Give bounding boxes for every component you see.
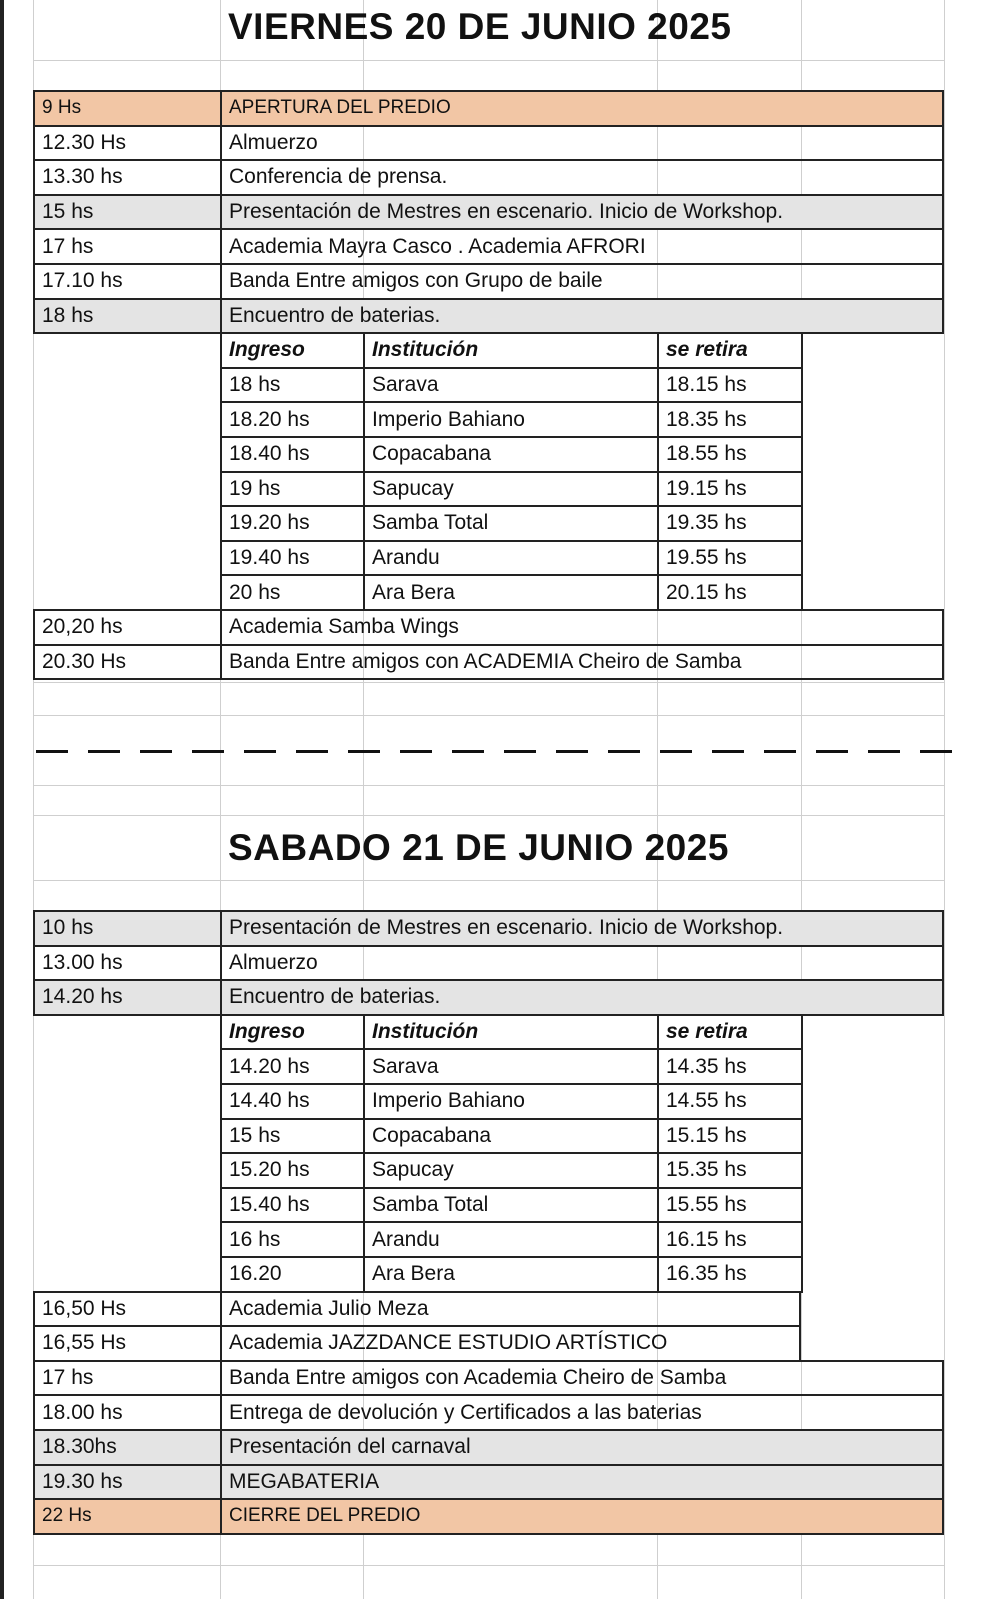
time-cell: 18 hs [33,298,222,335]
ingreso-cell: 18.40 hs [220,436,365,473]
time-cell: 18.30hs [33,1429,222,1466]
institucion-cell: Arandu [363,1221,659,1258]
retira-cell: 18.15 hs [657,367,803,404]
time-cell: 19.30 hs [33,1464,222,1501]
time-cell: 17 hs [33,228,222,265]
event-cell: CIERRE DEL PREDIO [220,1498,944,1535]
institucion-cell: Sarava [363,1048,659,1085]
institucion-cell: Sapucay [363,471,659,508]
retira-cell: 15.15 hs [657,1118,803,1155]
time-cell: 22 Hs [33,1498,222,1535]
retira-header: se retira [657,332,803,369]
separator-dash [192,750,224,753]
separator-dash [452,750,484,753]
ingreso-cell: 20 hs [220,574,365,611]
event-cell: Academia Julio Meza [220,1291,801,1328]
retira-cell: 15.55 hs [657,1187,803,1224]
separator-dash [556,750,588,753]
separator-dash [660,750,692,753]
separator-dash [348,750,380,753]
separator-dash [244,750,276,753]
time-cell: 14.20 hs [33,979,222,1016]
institucion-header: Institución [363,332,659,369]
separator-dash [400,750,432,753]
grid-row-line [33,682,944,683]
grid-row-line [33,880,944,881]
separator-dash [868,750,900,753]
institucion-cell: Samba Total [363,1187,659,1224]
retira-cell: 15.35 hs [657,1152,803,1189]
retira-cell: 18.35 hs [657,401,803,438]
separator-dash [88,750,120,753]
ingreso-cell: 16 hs [220,1221,365,1258]
time-cell: 9 Hs [33,90,222,127]
retira-cell: 16.15 hs [657,1221,803,1258]
retira-cell: 20.15 hs [657,574,803,611]
retira-cell: 14.35 hs [657,1048,803,1085]
grid-row-line [33,1565,944,1566]
institucion-cell: Imperio Bahiano [363,1083,659,1120]
ingreso-cell: 16.20 [220,1256,365,1293]
retira-cell: 19.35 hs [657,505,803,542]
event-cell: Encuentro de baterias. [220,979,944,1016]
ingreso-header: Ingreso [220,1014,365,1051]
grid-row-line [33,715,944,716]
time-cell: 20.30 Hs [33,644,222,681]
institucion-cell: Copacabana [363,1118,659,1155]
institucion-cell: Samba Total [363,505,659,542]
separator-dash [504,750,536,753]
event-cell: Presentación de Mestres en escenario. Inicio de Workshop. [220,910,944,947]
retira-cell: 19.15 hs [657,471,803,508]
retira-cell: 18.55 hs [657,436,803,473]
retira-cell: 19.55 hs [657,540,803,577]
institucion-cell: Sapucay [363,1152,659,1189]
ingreso-cell: 18.20 hs [220,401,365,438]
event-cell: Academia JAZZDANCE ESTUDIO ARTÍSTICO [220,1325,801,1362]
ingreso-cell: 18 hs [220,367,365,404]
ingreso-cell: 14.40 hs [220,1083,365,1120]
retira-cell: 16.35 hs [657,1256,803,1293]
separator-dash [296,750,328,753]
grid-row-line [33,60,944,61]
separator-dash [816,750,848,753]
time-cell: 17.10 hs [33,263,222,300]
saturday-title: SABADO 21 DE JUNIO 2025 [228,827,729,868]
time-cell: 13.00 hs [33,945,222,982]
event-cell: Presentación del carnaval [220,1429,944,1466]
left-edge-border [0,0,4,1599]
ingreso-cell: 19 hs [220,471,365,508]
institucion-cell: Arandu [363,540,659,577]
institucion-cell: Ara Bera [363,574,659,611]
event-cell: Entrega de devolución y Certificados a las baterias [220,1394,944,1431]
institucion-cell: Copacabana [363,436,659,473]
grid-column-line [944,0,945,1599]
grid-row-line [33,815,944,816]
ingreso-cell: 14.20 hs [220,1048,365,1085]
separator-dash [140,750,172,753]
time-cell: 12.30 Hs [33,125,222,162]
ingreso-cell: 15.40 hs [220,1187,365,1224]
time-cell: 13.30 hs [33,159,222,196]
event-cell: Banda Entre amigos con ACADEMIA Cheiro de Samba [220,644,944,681]
ingreso-header: Ingreso [220,332,365,369]
separator-dash [764,750,796,753]
time-cell: 15 hs [33,194,222,231]
time-cell: 10 hs [33,910,222,947]
retira-header: se retira [657,1014,803,1051]
ingreso-cell: 19.40 hs [220,540,365,577]
time-cell: 16,50 Hs [33,1291,222,1328]
event-cell: Conferencia de prensa. [220,159,944,196]
event-cell: Academia Samba Wings [220,609,944,646]
event-cell: Almuerzo [220,125,944,162]
separator-dash [36,750,68,753]
institucion-cell: Imperio Bahiano [363,401,659,438]
institucion-cell: Ara Bera [363,1256,659,1293]
separator-dash [608,750,640,753]
separator-dash [920,750,952,753]
ingreso-cell: 19.20 hs [220,505,365,542]
event-cell: Academia Mayra Casco . Academia AFRORI [220,228,944,265]
time-cell: 18.00 hs [33,1394,222,1431]
institucion-header: Institución [363,1014,659,1051]
time-cell: 16,55 Hs [33,1325,222,1362]
event-cell: MEGABATERIA [220,1464,944,1501]
time-cell: 17 hs [33,1360,222,1397]
event-cell: Banda Entre amigos con Academia Cheiro de Samba [220,1360,944,1397]
event-cell: Encuentro de baterias. [220,298,944,335]
event-cell: APERTURA DEL PREDIO [220,90,944,127]
ingreso-cell: 15 hs [220,1118,365,1155]
ingreso-cell: 15.20 hs [220,1152,365,1189]
separator-dash [712,750,744,753]
time-cell: 20,20 hs [33,609,222,646]
event-cell: Almuerzo [220,945,944,982]
grid-row-line [33,785,944,786]
event-cell: Banda Entre amigos con Grupo de baile [220,263,944,300]
event-cell: Presentación de Mestres en escenario. Inicio de Workshop. [220,194,944,231]
retira-cell: 14.55 hs [657,1083,803,1120]
friday-title: VIERNES 20 DE JUNIO 2025 [228,6,732,47]
institucion-cell: Sarava [363,367,659,404]
